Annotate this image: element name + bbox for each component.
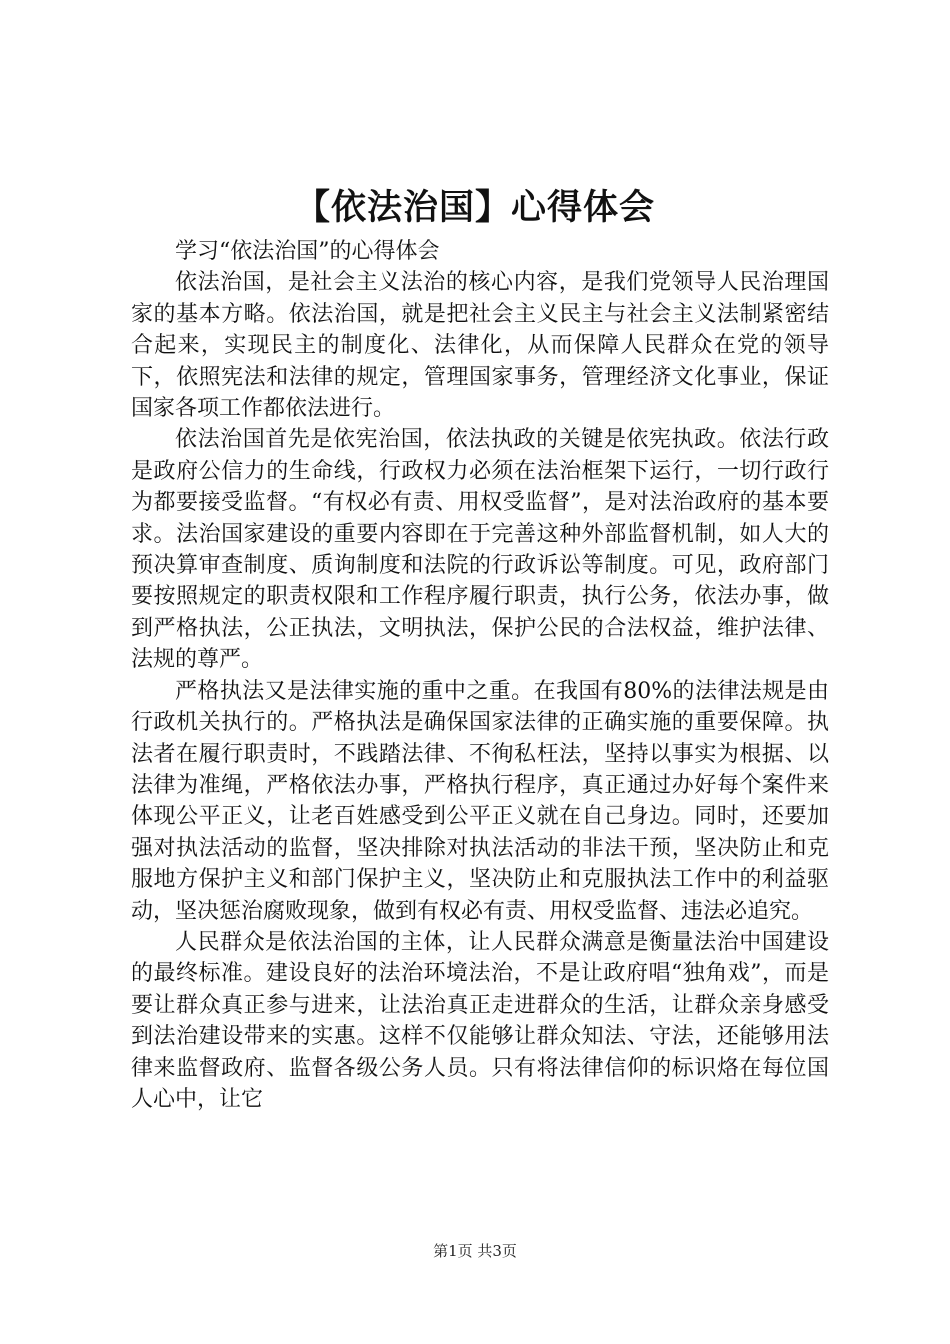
document-body — [131, 236, 829, 1115]
body-paragraph: 依法治国，是社会主义法治的核心内容，是我们党领导人民治理国家的基本方略。依法治国，就是把社会主义民主与社会主义法制紧密结合起来，实现民主的制度化、法律化，从而保障人民群众在党的领导下，依照宪法和法律的规定，管理国家事务，管理经济文化事业，保证国家各项工作都依法进行。 — [131, 270, 829, 422]
subtitle-paragraph: 学习“依法治国”的心得体会 — [175, 239, 440, 264]
document-title: 【依法治国】心得体会 — [294, 188, 655, 228]
body-paragraph: 人民群众是依法治国的主体，让人民群众满意是衡量法治中国建设的最终标准。建设良好的法治环境法治，不是让政府唱“独角戏”，而是要让群众真正参与进来，让法治真正走进群众的生活，让群众亲身感受到法治建设带来的实惠。这样不仅能够让群众知法、守法，还能够用法律来监督政府、监督各级公务人员。只有将法律信仰的标识烙在每位国人心中，让它 — [131, 929, 829, 1112]
body-paragraph: 依法治国首先是依宪治国，依法执政的关键是依宪执政。依法行政是政府公信力的生命线，行政权力必须在法治框架下运行，一切行政行为都要接受监督。“有权必有责、用权受监督”，是对法治政府的基本要求。法治国家建设的重要内容即在于完善这种外部监督机制，如人大的预决算审查制度、质询制度和法院的行政诉讼等制度。可见，政府部门要按照规定的职责权限和工作程序履行职责，执行公务，依法办事，做到严格执法，公正执法，文明执法，保护公民的合法权益，维护法律、法规的尊严。 — [131, 427, 829, 673]
page-number-footer: 第1页 共3页 — [433, 1242, 517, 1260]
body-paragraph: 严格执法又是法律实施的重中之重。在我国有80%的法律法规是由行政机关执行的。严格执法是确保国家法律的正确实施的重要保障。执法者在履行职责时，不践踏法律、不徇私枉法，坚持以事实为根据、以法律为准绳，严格依法办事，严格执行程序，真正通过办好每个案件来体现公平正义，让老百姓感受到公平正义就在自己身边。同时，还要加强对执法活动的监督，坚决排除对执法活动的非法干预，坚决防止和克服地方保护主义和部门保护主义，坚决防止和克服执法工作中的利益驱动，坚决惩治腐败现象，做到有权必有责、用权受监督、违法必追究。 — [131, 678, 829, 924]
